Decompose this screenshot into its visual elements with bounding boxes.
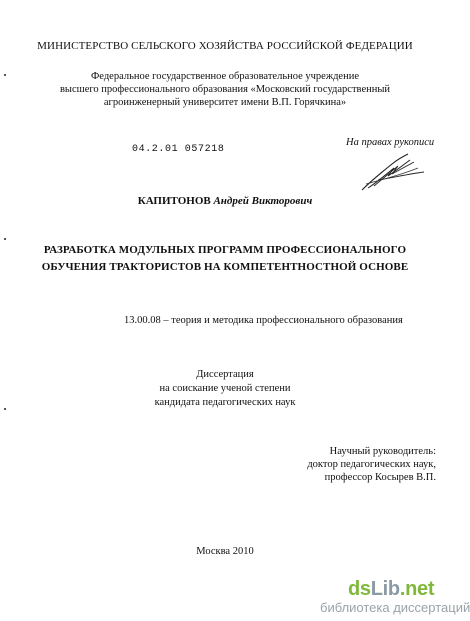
author-surname: КАПИТОНОВ [137, 195, 211, 207]
dissertation-title-line: ОБУЧЕНИЯ ТРАКТОРИСТОВ НА КОМПЕТЕНТНОСТНОЙ ОСНОВЕ [41, 261, 409, 273]
city-year: Москва 2010 [196, 546, 254, 557]
organization-line: агроинженерный университет имени В.П. Горячкина» [103, 97, 347, 108]
organization-line: высшего профессионального образования «Московский государственный [59, 84, 391, 95]
watermark-logo-middle: Lib [370, 578, 400, 600]
supervisor-line: доктор педагогических наук, [307, 459, 436, 470]
watermark-logo [348, 578, 434, 601]
author-given-names: Андрей Викторович [213, 195, 313, 207]
organization-line: Федеральное государственное образовательное учреждение [91, 71, 359, 82]
margin-mark [4, 408, 6, 410]
margin-mark [4, 74, 6, 76]
dissertation-type-line: на соискание ученой степени [159, 383, 291, 394]
document-code: 04.2.01 057218 [132, 144, 225, 155]
dissertation-title-line: РАЗРАБОТКА МОДУЛЬНЫХ ПРОГРАММ ПРОФЕССИОНАЛЬНОГО [43, 244, 407, 256]
specialty: 13.00.08 – теория и методика профессионального образования [124, 315, 403, 326]
watermark-tagline: библиотека диссертаций [320, 600, 470, 615]
ministry-heading: МИНИСТЕРСТВО СЕЛЬСКОГО ХОЗЯЙСТВА РОССИЙСКОЙ ФЕДЕРАЦИИ [37, 40, 413, 52]
supervisor-line: профессор Косырев В.П. [324, 472, 436, 483]
dissertation-type-line: Диссертация [196, 369, 254, 380]
author-name [0, 195, 450, 207]
watermark-logo-suffix: .net [399, 578, 435, 600]
watermark-logo-prefix: ds [348, 578, 371, 600]
signature-icon [358, 150, 428, 194]
dissertation-type-line: кандидата педагогических наук [154, 397, 296, 408]
margin-mark [4, 238, 6, 240]
manuscript-note: На правах рукописи [346, 137, 435, 148]
supervisor-line: Научный руководитель: [329, 446, 436, 457]
